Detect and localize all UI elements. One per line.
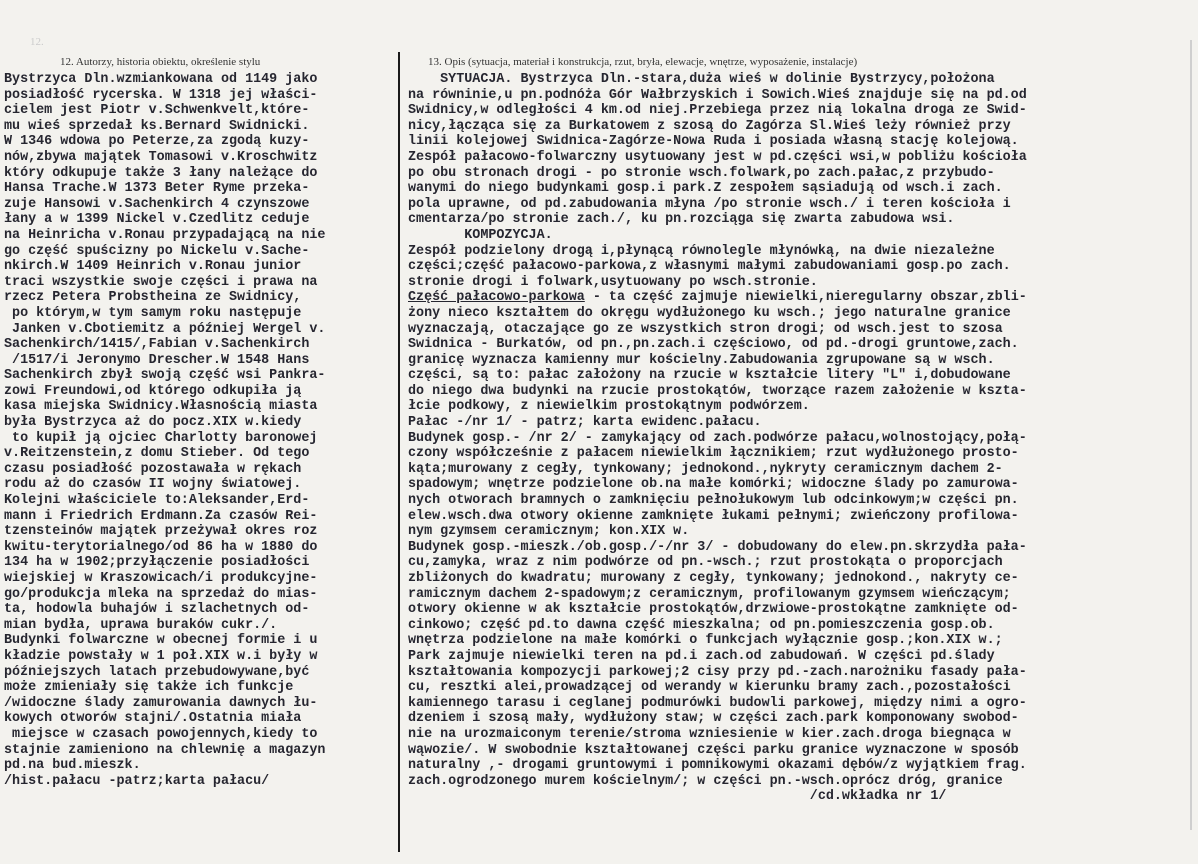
history-line: wiejskiej w Kraszowicach/i produkcyjne- <box>4 571 318 586</box>
column-divider <box>398 52 400 852</box>
history-line: mu wieś sprzedał ks.Bernard Swidnicki. <box>4 118 310 134</box>
history-line: nkirch.W 1409 Heinrich v.Ronau junior <box>4 259 302 275</box>
left-section-heading: 12. Autorzy, historia obiektu, określenie stylu <box>60 56 261 68</box>
history-line: łany a w 1399 Nickel v.Czedlitz ceduje <box>4 212 310 228</box>
history-line: późniejszych latach przebudowywane,być <box>4 664 310 680</box>
history-line: zowi Freundowi,od którego odkupiła ją <box>4 383 302 399</box>
description-line: Swidnicy,w odległości 4 km.od niej.Przebiega przez nią lokalna droga ze Swid- <box>408 103 1027 119</box>
description-line: nym gzymsem ceramicznym; kon.XIX w. <box>408 524 690 540</box>
history-line: to kupił ją ojciec Charlotty baronowej <box>4 430 318 446</box>
description-line: nie na urozmaiconym terenie/stroma wzniesienie w kier.zach.droga biegnąca w <box>408 726 1011 742</box>
description-line: zbliżonych do kwadratu; murowany z cegły, tynkowany; jednokond., nakryty ce- <box>408 571 1019 586</box>
history-line: na Heinricha v.Ronau przypadającą na nie <box>4 227 326 243</box>
description-line: otwory okienne w ak kształcie prostokątów,drzwiowe-prostokątne zamknięte od- <box>408 602 1019 618</box>
description-line: dzeniem i szosą mały, wydłużony staw; w części zach.park komponowany swobod- <box>408 711 1019 727</box>
history-line: kowych otworów stajni/.Ostatnia miała <box>4 711 302 727</box>
description-line: kształtowania kompozycji parkowej;2 cisy przy pd.-zach.narożniku fasady pała- <box>408 664 1027 680</box>
history-line: go/produkcja mleka na sprzedaż do mias- <box>4 586 318 602</box>
history-line: 134 ha w 1902;przyłączenie posiadłości <box>4 555 310 571</box>
description-line: cinkowo; część pd.to dawna część mieszkalna; od pn.pomieszczenia gosp.ob. <box>408 617 995 633</box>
description-line: wyznaczają, otaczające go ze wszystkich stron drogi; od wsch.jest to szosa <box>408 321 1003 337</box>
history-line: nów,zbywa majątek Tomasowi v.Kroschwitz <box>4 149 318 165</box>
history-line: Sachenkirch zbył swoją część wsi Pankra- <box>4 368 326 384</box>
description-line: cu, resztki alei,prowadzącej od werandy w kierunku bramy zach.,pozostałości <box>408 680 1011 696</box>
description-text-column <box>408 72 1192 805</box>
description-line: na równinie,u pn.podnóża Gór Wałbrzyskich i Sowich.Wieś znajduje się na pd.od <box>408 87 1027 103</box>
description-line: części, są to: pałac założony na rzucie w kształcie litery "L" i,dobudowane <box>408 368 1011 384</box>
right-section-heading: 13. Opis (sytuacja, materiał i konstrukcja, rzut, bryła, elewacje, wnętrze, wyposażenie, instalacje) <box>428 56 858 68</box>
history-line: pd.na bud.mieszk. <box>4 758 141 774</box>
description-line: żony nieco kształtem do okręgu wydłużonego ku wsch.; jego naturalne granice <box>408 305 1011 321</box>
description-line: łcie podkowy, z niewielkim prostokątnym podwórzem. <box>408 399 810 415</box>
history-line: W 1346 wdowa po Peterze,za zgodą kuzy- <box>4 134 310 150</box>
history-line: Kolejni właściciele to:Aleksander,Erd- <box>4 493 310 509</box>
description-line: Część pałacowo-parkowa - ta część zajmuje niewielki,nieregularny obszar,zbli- <box>408 290 1027 306</box>
description-line: Park zajmuje niewielki teren na pd.i zach.od zabudowań. W części pd.ślady <box>408 648 995 664</box>
description-line: cmentarza/po stronie zach./, ku pn.rozciąga się zwarta zabudowa wsi. <box>408 212 955 228</box>
history-line: Budynki folwarczne w obecnej formie i u <box>4 633 318 649</box>
description-line: spadowym; wnętrze podzielone ob.na małe komórki; widoczne ślady po zamurowa- <box>408 477 1019 493</box>
description-line: linii kolejowej Swidnica-Zagórze-Nowa Ruda i posiada własną stację kolejową. <box>408 134 1019 150</box>
history-line: /1517/i Jeronymo Drescher.W 1548 Hans <box>4 352 310 368</box>
history-line: mian bydła, uprawa buraków cukr./. <box>4 617 278 633</box>
history-line: rodu aż do czasów II wojny światowej. <box>4 477 302 493</box>
description-line: wanymi do niego budynkami gosp.i park.Z zespołem sąsiadują od wsch.i zach. <box>408 181 1003 197</box>
history-line: Sachenkirch/1415/,Fabian v.Sachenkirch <box>4 337 310 353</box>
history-line: Janken v.Cbotiemitz a później Wergel v. <box>4 321 326 337</box>
description-line: SYTUACJA. Bystrzyca Dln.-stara,duża wieś w dolinie Bystrzycy,położona <box>408 72 995 87</box>
history-line: mann i Friedrich Erdmann.Za czasów Rei- <box>4 508 318 524</box>
description-line: czony współcześnie z pałacem niewielkim łącznikiem; rzut wydłużonego prosto- <box>408 446 1019 462</box>
description-line: do niego dwa budynki na rzucie prostokątów, tworzące razem założenie w kszta- <box>408 383 1027 399</box>
description-line: cu,zamyka, wraz z nim podwórze od pn.-wsch.; rzut prostokąta o proporcjach <box>408 555 1003 571</box>
history-line: rzecz Petera Probstheina ze Swidnicy, <box>4 290 302 306</box>
description-line: wąwozie/. W swobodnie kształtowanej części parku granice wyznaczone w sposób <box>408 742 1019 758</box>
history-line: v.Reitzenstein,z domu Stieber. Od tego <box>4 446 310 462</box>
history-line: go część spuścizny po Nickelu v.Sache- <box>4 243 310 259</box>
description-line: Budynek gosp.- /nr 2/ - zamykający od zach.podwórze pałacu,wolnostojący,połą- <box>408 430 1027 446</box>
description-line: stronie drogi i folwark,usytuowany po wsch.stronie. <box>408 274 818 290</box>
history-line: zuje Hansowi v.Sachenkirch 4 czynszowe <box>4 196 310 212</box>
description-line: elew.wsch.dwa otwory okienne zamknięte łukami pełnymi; zwieńczony profilowa- <box>408 508 1019 524</box>
description-line: pola uprawne, od pd.zabudowania młyna /po stronie wsch./ i teren kościoła i <box>408 196 1011 212</box>
history-line: tzensteinów majątek przeżywał okres roz <box>4 524 318 540</box>
history-line: była Bystrzyca aż do pocz.XIX w.kiedy <box>4 415 302 431</box>
history-line: może zmieniały się także ich funkcje <box>4 680 294 696</box>
description-line: zach.ogrodzonego murem kościelnym/; w części pn.-wsch.oprócz dróg, granice <box>408 773 1003 789</box>
description-line: Budynek gosp.-mieszk./ob.gosp./-/nr 3/ - dobudowany do elew.pn.skrzydła pała- <box>408 539 1027 555</box>
history-line: ta, hodowla buhajów i szlachetnych od- <box>4 602 310 618</box>
description-line: po obu stronach drogi - po stronie wsch.folwark,po zach.pałac,z przybudo- <box>408 165 995 181</box>
description-line: naturalny ,- drogami gruntowymi i pomnikowymi okazami dębów/z wyjątkiem frag. <box>408 758 1027 774</box>
history-line: kwitu-terytorialnego/od 86 ha w 1880 do <box>4 539 318 555</box>
description-line: granicę wyznacza kamienny mur kościelny.Zabudowania zgrupowane są w wsch. <box>408 352 995 368</box>
history-line: Hansa Trache.W 1373 Beter Ryme przeka- <box>4 181 310 197</box>
description-line: części;część pałacowo-parkowa,z własnymi małymi zabudowaniami gosp.po zach. <box>408 259 1011 275</box>
history-line: miejsce w czasach powojennych,kiedy to <box>4 726 318 742</box>
history-line: cielem jest Piotr v.Schwenkvelt,które- <box>4 103 310 119</box>
history-line: /hist.pałacu -patrz;karta pałacu/ <box>4 773 270 789</box>
description-line: KOMPOZYCJA. <box>408 227 553 243</box>
description-line: kamiennego tarasu i ceglanej podmurówki budowli parkowej, między nimi a ogro- <box>408 695 1027 711</box>
history-line: kasa miejska Swidnicy.Własnością miasta <box>4 399 318 415</box>
history-line: który odkupuje także 3 łany należące do <box>4 165 318 181</box>
history-line: Bystrzyca Dln.wzmiankowana od 1149 jako <box>4 72 318 87</box>
description-line: Swidnica - Burkatów, od pn.,pn.zach.i częściowo, od pd.-drogi gruntowe,zach. <box>408 337 1019 353</box>
description-line: Zespół podzielony drogą i,płynącą równolegle młynówką, na dwie niezależne <box>408 243 995 259</box>
description-line: Pałac -/nr 1/ - patrz; karta ewidenc.pałacu. <box>408 415 762 431</box>
description-line: nych otworach bramnych o zamknięciu pełnołukowym lub odcinkowym;w części pn. <box>408 493 1019 509</box>
history-line: posiadłość rycerska. W 1318 jej właści- <box>4 87 318 103</box>
underlined-subheading: Część pałacowo-parkowa <box>408 290 585 306</box>
history-line: czasu posiadłość pozostawała w rękach <box>4 461 302 477</box>
history-text-column <box>4 72 398 789</box>
faint-bleed-mark: 12. <box>30 36 44 48</box>
description-line: nicy,łącząca się za Burkatowem z szosą do Zagórza Sl.Wieś leży również przy <box>408 118 1011 134</box>
history-line: /widoczne ślady zamurowania dawnych łu- <box>4 695 318 711</box>
history-line: stajnie zamieniono na chlewnię a magazyn <box>4 742 326 758</box>
history-line: po którym,w tym samym roku następuje <box>4 305 302 321</box>
description-line: kąta;murowany z cegły, tynkowany; jednokond.,nykryty ceramicznym dachem 2- <box>408 461 1003 477</box>
description-line: Zespół pałacowo-folwarczny usytuowany jest w pd.części wsi,w pobliżu kościoła <box>408 149 1027 165</box>
description-line: wnętrza podzielone na małe komórki o funkcjach wyłącznie gosp.;kon.XIX w.; <box>408 633 1003 649</box>
description-line: ramicznym dachem 2-spadowym;z ceramicznym, profilowanym gzymsem wieńczącym; <box>408 586 1011 602</box>
history-line: kładzie powstały w 1 poł.XIX w.i były w <box>4 648 318 664</box>
description-line: /cd.wkładka nr 1/ <box>408 789 947 805</box>
history-line: traci wszystkie swoje części i prawa na <box>4 274 318 290</box>
